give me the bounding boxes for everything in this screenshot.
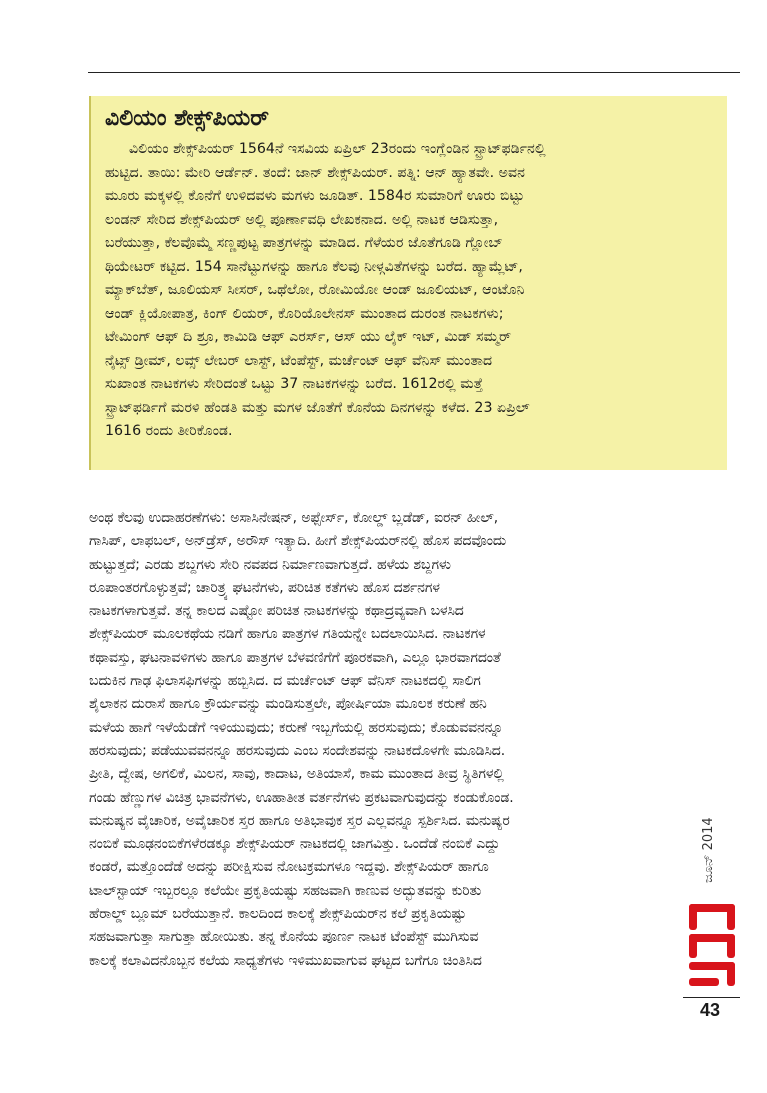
body-line: ಗಂಡು ಹೆಣ್ಣುಗಳ ವಿಚಿತ್ರ ಭಾವನೆಗಳು, ಊಹಾತೀತ ವರ್ತನೆಗಳು ಪ್ರಕಟವಾಗುವುದನ್ನು ಕಂಡುಕೊಂಡ. xyxy=(89,789,514,806)
biography-title: ವಿಲಿಯಂ ಶೇಕ್ಸ್‌ಪಿಯರ್ xyxy=(105,106,270,131)
issue-date: ಜೂನ್ 2014 xyxy=(701,817,716,883)
body-line: ಅಂಥ ಕೆಲವು ಉದಾಹರಣೆಗಳು: ಅಸಾಸಿನೇಷನ್, ಅಫ್ಸೇರ್ಸ್, ಕೋಲ್ಡ್ ಬ್ಲಡೆಡ್, ಐರನ್ ಹೀಲ್, xyxy=(89,510,499,526)
article-body xyxy=(89,507,679,973)
body-line: ಹೆರಾಲ್ಡ್ ಬ್ಲೂಮ್ ಬರೆಯುತ್ತಾನೆ. ಕಾಲದಿಂದ ಕಾಲಕ್ಕೆ ಶೇಕ್ಸ್‌ಪಿಯರ್‌ನ ಕಲೆ ಪ್ರಕೃತಿಯಷ್ಟು xyxy=(89,906,467,923)
body-line: ನಾಟಕಗಳಾಗುತ್ತವೆ. ತನ್ನ ಕಾಲದ ಎಷ್ಟೋ ಪರಿಚಿತ ನಾಟಕಗಳನ್ನು ಕಥಾದ್ರವ್ಯವಾಗಿ ಬಳಸಿದ xyxy=(89,603,464,620)
body-line: ನಂಬಿಕೆ ಮೂಢನಂಬಿಕೆಗಳೆರಡಕ್ಕೂ ಶೇಕ್ಸ್‌ಪಿಯರ್ ನಾಟಕದಲ್ಲಿ ಜಾಗವಿತ್ತು. ಒಂದೆಡೆ ನಂಬಿಕೆ ಎದ್ದು xyxy=(89,836,500,853)
page-number: 43 xyxy=(700,1000,721,1020)
body-line: ಕಥಾವಸ್ತು, ಘಟನಾವಳಿಗಳು ಹಾಗೂ ಪಾತ್ರಗಳ ಬೆಳವಣಿಗೆಗೆ ಪೂರಕವಾಗಿ, ಎಲ್ಲೂ ಭಾರವಾಗದಂತೆ xyxy=(89,649,501,666)
body-line: ಹುಟ್ಟುತ್ತದೆ; ಎರಡು ಶಬ್ದಗಳು ಸೇರಿ ನವಪದ ನಿರ್ಮಾಣವಾಗುತ್ತದೆ. ಹಳೆಯ ಶಬ್ದಗಳು xyxy=(89,556,451,573)
magazine-logo xyxy=(687,900,739,990)
biography-sidebar-box xyxy=(89,96,727,470)
body-line: ಕಾಲಕ್ಕೆ ಕಲಾವಿದನೊಬ್ಬನ ಕಲೆಯ ಸಾಧ್ಯತೆಗಳು ಇಳಿಮುಖವಾಗುವ ಘಟ್ಟದ ಬಗೆಗೂ ಚಿಂತಿಸಿದ xyxy=(89,952,482,969)
body-line: ಮಳೆಯ ಹಾಗೆ ಇಳೆಯೆಡೆಗೆ ಇಳಿಯುವುದು; ಕರುಣೆ ಇಬ್ಬಗೆಯಲ್ಲಿ ಹರಸುವುದು; ಕೊಡುವವನನ್ನೂ xyxy=(89,719,504,736)
biography-line: ನೈಟ್ಸ್ ಡ್ರೀಮ್, ಲವ್ಸ್ ಲೇಬರ್ ಲಾಸ್ಟ್, ಟೆಂಪೆಸ್ಟ್, ಮರ್ಚೆಂಟ್ ಆಫ್ ವೆನಿಸ್ ಮುಂತಾದ xyxy=(105,352,493,369)
biography-line: ಮೂರು ಮಕ್ಕಳಲ್ಲಿ ಕೊನೆಗೆ ಉಳಿದವಳು ಮಗಳು ಜೂಡಿತ್. 1584ರ ಸುಮಾರಿಗೆ ಊರು ಬಿಟ್ಟು xyxy=(105,188,525,204)
body-line: ಟಾಲ್‌ಸ್ಟಾಯ್ ಇಬ್ಬರಲ್ಲೂ ಕಲೆಯೇ ಪ್ರಕೃತಿಯಷ್ಟು ಸಹಜವಾಗಿ ಕಾಣುವ ಅದ್ಭುತವನ್ನು ಕುರಿತು xyxy=(89,882,482,899)
body-line: ಸಹಜವಾಗುತ್ತಾ ಸಾಗುತ್ತಾ ಹೋಯಿತು. ತನ್ನ ಕೊನೆಯ ಪೂರ್ಣ ನಾಟಕ ಟೆಂಪೆಸ್ಟ್ ಮುಗಿಸುವ xyxy=(89,929,479,946)
biography-line: ಟೇಮಿಂಗ್ ಆಫ್ ದಿ ಶ್ರೂ, ಕಾಮಿಡಿ ಆಫ್ ಎರರ್ಸ್, ಆಸ್ ಯು ಲೈಕ್ ಇಟ್, ಮಿಡ್ ಸಮ್ಮರ್ xyxy=(105,329,512,345)
magazine-sidebar xyxy=(683,790,743,1000)
biography-line: ಆಂಡ್ ಕ್ಲಿಯೋಪಾತ್ರ, ಕಿಂಗ್ ಲಿಯರ್, ಕೊರಿಯೊಲೇನಸ್ ಮುಂತಾದ ದುರಂತ ನಾಟಕಗಳು; xyxy=(105,305,504,322)
biography-line: ಸುಖಾಂತ ನಾಟಕಗಳು ಸೇರಿದಂತೆ ಒಟ್ಟು 37 ನಾಟಕಗಳನ್ನು ಬರೆದ. 1612ರಲ್ಲಿ ಮತ್ತೆ xyxy=(105,376,484,392)
body-line: ಶೈಲಾಕನ ದುರಾಸೆ ಹಾಗೂ ಕ್ರೌರ್ಯವನ್ನು ಮಂಡಿಸುತ್ತಲೇ, ಪೋರ್ಷಿಯಾ ಮೂಲಕ ಕರುಣೆ ಹನಿ xyxy=(89,696,487,713)
footer-rule xyxy=(683,997,740,998)
biography-line: ಬರೆಯುತ್ತಾ, ಕೆಲವೊಮ್ಮೆ ಸಣ್ಣಪುಟ್ಟ ಪಾತ್ರಗಳನ್ನು ಮಾಡಿದ. ಗೆಳೆಯರ ಜೊತೆಗೂಡಿ ಗ್ಲೋಬ್ xyxy=(105,235,503,251)
biography-line: ಸ್ಟ್ರಾಟ್‌ಫರ್ಡಿಗೆ ಮರಳಿ ಹೆಂಡತಿ ಮತ್ತು ಮಗಳ ಜೊತೆಗೆ ಕೊನೆಯ ದಿನಗಳನ್ನು ಕಳೆದ. 23 ಏಪ್ರಿಲ್ xyxy=(105,399,530,416)
biography-line: ಮ್ಯಾಕ್‌ಬೆತ್, ಜೂಲಿಯಸ್ ಸೀಸರ್, ಒಥೆಲೋ, ರೋಮಿಯೋ ಆಂಡ್ ಜೂಲಿಯಟ್, ಆಂಟೊನಿ xyxy=(105,282,525,298)
biography-line: ವಿಲಿಯಂ ಶೇಕ್ಸ್‌ಪಿಯರ್ 1564ನೆ ಇಸವಿಯ ಏಪ್ರಿಲ್ 23ರಂದು ಇಂಗ್ಲೆಂಡಿನ ಸ್ಟ್ರಾಟ್‌ಫರ್ಡಿನಲ್ಲಿ xyxy=(129,141,546,157)
biography-line: 1616 ರಂದು ತೀರಿಕೊಂಡ. xyxy=(105,423,233,439)
biography-line: ಹುಟ್ಟಿದ. ತಾಯಿ: ಮೇರಿ ಆರ್ಡೆನ್. ತಂದೆ: ಜಾನ್ ಶೇಕ್ಸ್‌ಪಿಯರ್. ಪತ್ನಿ: ಆನ್ ಹ್ಯಾತವೇ. ಅವನ xyxy=(105,164,526,181)
body-line: ಬದುಕಿನ ಗಾಢ ಫಿಲಾಸಫಿಗಳನ್ನು ಹಬ್ಬಿಸಿದ. ದ ಮರ್ಚೆಂಟ್ ಆಫ್ ವೆನಿಸ್ ನಾಟಕದಲ್ಲಿ ಸಾಲಿಗ xyxy=(89,673,481,690)
header-rule xyxy=(88,72,740,73)
body-line: ಗಾಸಿಪ್, ಲಾಫಬಲ್, ಅನ್‌ಡ್ರೆಸ್, ಅರೌಸ್ ಇತ್ಯಾದಿ. ಹೀಗೆ ಶೇಕ್ಸ್‌ಪಿಯರ್‌ನಲ್ಲಿ ಹೊಸ ಪದವೊಂದು xyxy=(89,533,507,550)
biography-line: ಥಿಯೇಟರ್ ಕಟ್ಟಿದ. 154 ಸಾನೆಟ್ಟುಗಳನ್ನು ಹಾಗೂ ಕೆಲವು ನೀಳ್ಗವಿತೆಗಳನ್ನು ಬರೆದ. ಹ್ಯಾಮ್ಲೆಟ್, xyxy=(105,258,523,275)
body-line: ಹರಸುವುದು; ಪಡೆಯುವವನನ್ನೂ ಹರಸುವುದು ಎಂಬ ಸಂದೇಶವನ್ನು ನಾಟಕದೊಳಗೇ ಮೂಡಿಸಿದ. xyxy=(89,742,506,759)
biography-line: ಲಂಡನ್ ಸೇರಿದ ಶೇಕ್ಸ್‌ಪಿಯರ್ ಅಲ್ಲಿ ಪೂರ್ಣಾವಧಿ ಲೇಖಕನಾದ. ಅಲ್ಲಿ ನಾಟಕ ಆಡಿಸುತ್ತಾ, xyxy=(105,211,499,228)
body-line: ಪ್ರೀತಿ, ದ್ವೇಷ, ಅಗಲಿಕೆ, ಮಿಲನ, ಸಾವು, ಕಾದಾಟ, ಅತಿಯಾಸೆ, ಕಾಮ ಮುಂತಾದ ತೀವ್ರ ಸ್ಥಿತಿಗಳಲ್ಲಿ xyxy=(89,766,504,783)
body-line: ರೂಪಾಂತರಗೊಳ್ಳುತ್ತವೆ; ಚಾರಿತ್ರ್ಯ ಘಟನೆಗಳು, ಪರಿಚಿತ ಕತೆಗಳು ಹೊಸ ದರ್ಶನಗಳ xyxy=(89,579,440,596)
body-line: ಶೇಕ್ಸ್‌ಪಿಯರ್ ಮೂಲಕಥೆಯ ನಡಿಗೆ ಹಾಗೂ ಪಾತ್ರಗಳ ಗತಿಯನ್ನೇ ಬದಲಾಯಿಸಿದ. ನಾಟಕಗಳ xyxy=(89,626,486,643)
body-line: ಕಂಡರೆ, ಮತ್ತೊಂದೆಡೆ ಅದನ್ನು ಪರೀಕ್ಷಿಸುವ ನೋಟಕ್ರಮಗಳೂ ಇದ್ದವು. ಶೇಕ್ಸ್‌ಪಿಯರ್ ಹಾಗೂ xyxy=(89,859,489,876)
body-line: ಮನುಷ್ಯನ ವೈಚಾರಿಕ, ಅವೈಚಾರಿಕ ಸ್ತರ ಹಾಗೂ ಅತಿಭಾವುಕ ಸ್ತರ ಎಲ್ಲವನ್ನೂ ಸ್ಪರ್ಶಿಸಿದ. ಮನುಷ್ಯರ xyxy=(89,812,510,829)
